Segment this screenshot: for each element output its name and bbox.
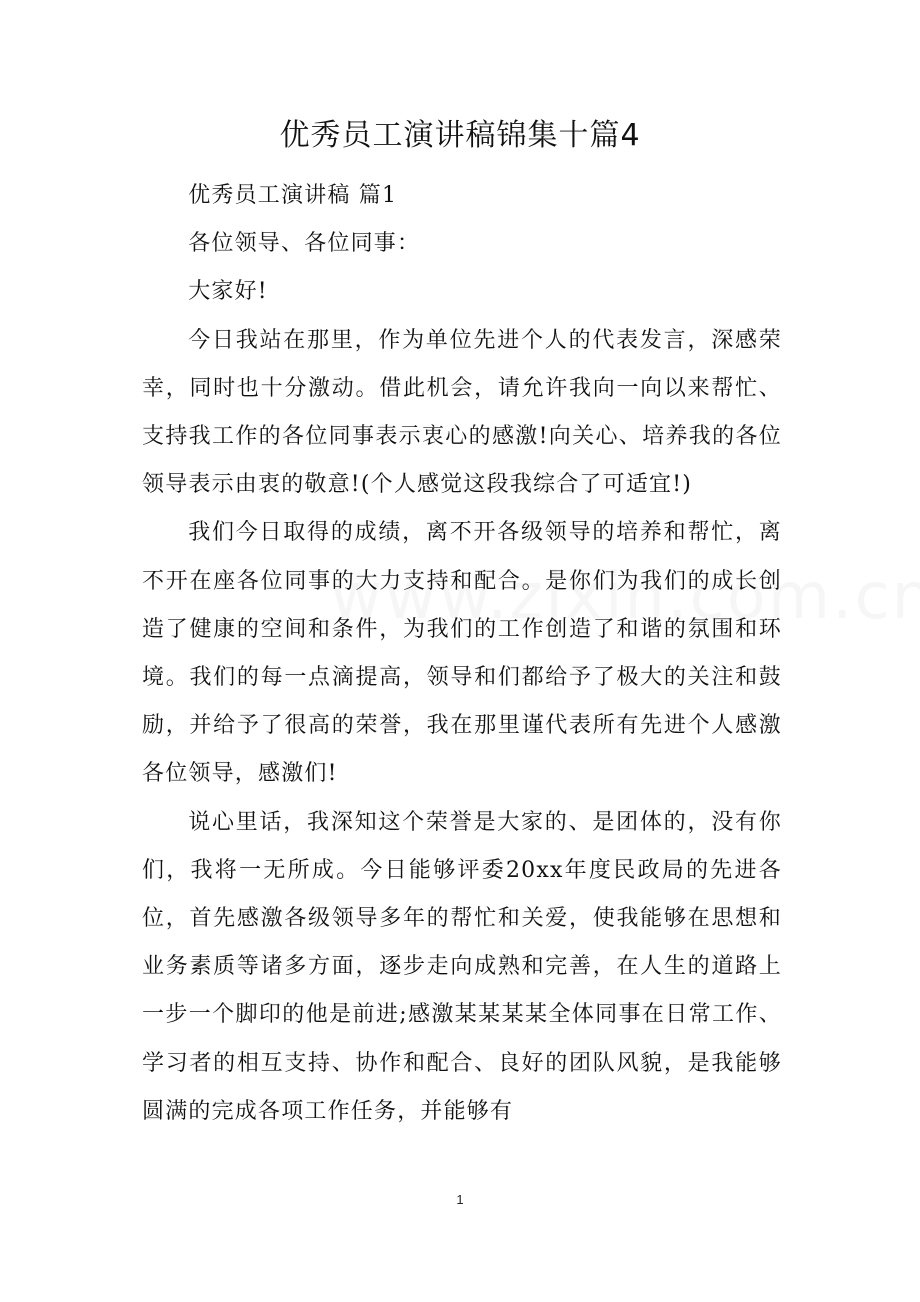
greeting: 大家好! (188, 279, 268, 305)
body-paragraph: 我们今日取得的成绩，离不开各级领导的培养和帮忙，离不开在座各位同事的大力支持和配合。是你们为我们的成长创造了健康的空间和条件，为我们的工作创造了和谐的氛围和环境。我们的每一点滴提高，领导和们都给予了极大的关注和鼓励，并给予了很高的荣誉，我在那里谨代表所有先进个人感激各位领导，感激们! (142, 520, 782, 787)
document-body (142, 172, 782, 1136)
body-paragraph: 今日我站在那里，作为单位先进个人的代表发言，深感荣幸，同时也十分激动。借此机会，请允许我向一向以来帮忙、支持我工作的各位同事表示衷心的感激!向关心、培养我的各位领导表示由衷的敬意!(个人感觉这段我综合了可适宜!) (142, 327, 782, 498)
salutation: 各位领导、各位同事： (188, 231, 421, 257)
page-number: 1 (456, 1192, 464, 1207)
section-heading: 优秀员工演讲稿 篇1 (188, 183, 398, 208)
body-paragraph: 说心里话，我深知这个荣誉是大家的、是团体的，没有你们，我将一无所成。今日能够评委20xx年度民政局的先进各位，首先感激各级领导多年的帮忙和关爱，使我能够在思想和业务素质等诸多方面，逐步走向成熟和完善，在人生的道路上一步一个脚印的他是前进;感激某某某某全体同事在日常工作、学习者的相互支持、协作和配合、良好的团队风貌，是我能够圆满的完成各项工作任务，并能够有 (142, 809, 782, 1124)
document-title: 优秀员工演讲稿锦集十篇4 (279, 118, 641, 153)
